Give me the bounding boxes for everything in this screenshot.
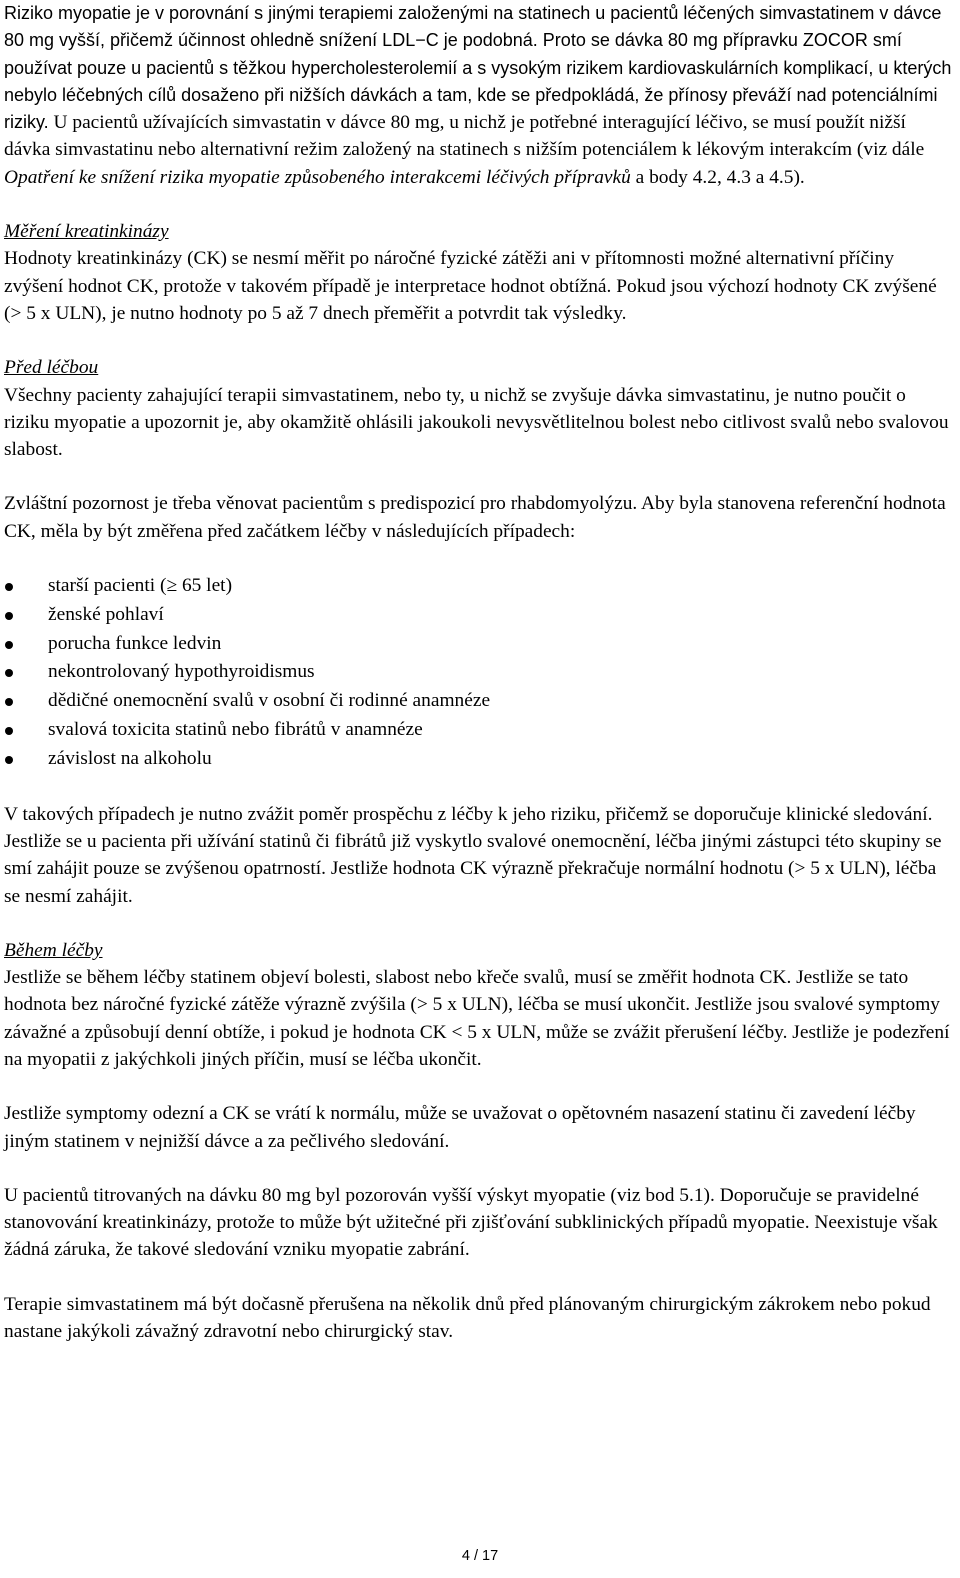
- list-item: závislost na alkoholu: [4, 745, 954, 774]
- page-number: 4 / 17: [461, 1548, 499, 1564]
- spacer: [4, 1155, 954, 1182]
- ck-measure-heading: Měření kreatinkinázy: [4, 221, 169, 243]
- myopathy-risk-paragraph: [4, 0, 954, 191]
- reinitiation-paragraph: Jestliže symptomy odezní a CK se vrátí k normálu, může se uvažovat o opětovném nasazení statinu či zavedení léčby jiným statinem v nejnižší dávce a za pečlivého sledování.: [4, 1103, 916, 1152]
- spacer: [4, 191, 954, 218]
- before-treatment-heading: Před léčbou: [4, 357, 99, 379]
- surgery-paragraph: Terapie simvastatinem má být dočasně přerušena na několik dnů před plánovaným chirurgickým zákrokem nebo pokud nastane jakýkoli závažný zdravotní nebo chirurgický stav.: [4, 1293, 931, 1343]
- list-item: nekontrolovaný hypothyroidismus: [4, 658, 954, 687]
- reference-tail: a body 4.2, 4.3 a 4.5).: [630, 166, 805, 188]
- bullet-icon: [5, 698, 13, 706]
- risk-benefit-paragraph: V takových případech je nutno zvážit poměr prospěchu z léčby k jeho riziku, přičemž se doporučuje klinické sledování. Jestliže se u pacienta při užívání statinů či fibrátů již vyskytlo svalové onemocnění, léčba jinými zástupci této skupiny se smí zahájit pouze se zvýšenou opatrností. Jestliže hodnota CK výrazně překračuje normální hodnotu (> 5 x ULN), léčba se nesmí zahájit.: [4, 803, 942, 907]
- list-item: starší pacienti (≥ 65 let): [4, 572, 954, 601]
- bullet-icon: [5, 612, 13, 620]
- bullet-icon: [5, 641, 13, 649]
- bullet-icon: [5, 669, 13, 677]
- risk-text-sans: Riziko myopatie je v porovnání s jinými terapiemi založenými na statinech u pacientů léčených simvastatinem v dávce 80 mg vyšší, přičemž účinnost ohledně snížení LDL−C je podobná. Proto se dávka 80 mg přípravku ZOCOR smí používat pouze u pacientů s těžkou hypercholesterolemií a s vysokým rizikem kardiovaskulárních komplikací, u kterých nebylo léčebných cílů dosaženo při nižších dávkách a tam, kde se předpokládá, že přínosy převáží nad potenciálními riziky.: [4, 3, 952, 133]
- bullet-icon: [5, 756, 13, 764]
- during-treatment-heading: Během léčby: [4, 939, 103, 961]
- spacer: [4, 910, 954, 937]
- spacer: [4, 545, 954, 572]
- bullet-icon: [5, 583, 13, 591]
- before-treatment-paragraph: Všechny pacienty zahajující terapii simvastatinem, nebo ty, u nichž se zvyšuje dávka simvastatinu, je nutno poučit o riziku myopatie a upozornit je, aby okamžitě ohlásili jakoukoli nevysvětlitelnou bolest nebo citlivost svalů nebo svalovou slabost.: [4, 384, 949, 461]
- titration-paragraph: U pacientů titrovaných na dávku 80 mg byl pozorován vyšší výskyt myopatie (viz bod 5.1). Doporučuje se pravidelné stanovování kreatinkinázy, protože to může být užitečné při zjišťování subklinických případů myopatie. Neexistuje však žádná záruka, že takové sledování vzniku myopatie zabrání.: [4, 1184, 938, 1261]
- interaction-reference: Opatření ke snížení rizika myopatie způsobeného interakcemi léčivých přípravků: [4, 166, 631, 188]
- ck-measure-paragraph: Hodnoty kreatinkinázy (CK) se nesmí měřit po náročné fyzické zátěži ani v přítomnosti možné alternativní příčiny zvýšení hodnot CK, protože v takovém případě je interpretace hodnot obtížná. Pokud jsou výchozí hodnoty CK zvýšené (> 5 x ULN), je nutno hodnoty po 5 až 7 dnech přeměřit a potvrdit tak výsledky.: [4, 248, 937, 324]
- spacer: [4, 1264, 954, 1291]
- spacer: [4, 1073, 954, 1100]
- special-attention-paragraph: Zvláštní pozornost je třeba věnovat pacientům s predispozicí pro rhabdomyolýzu. Aby byla stanovena referenční hodnota CK, měla by být změřena před začátkem léčby v následujících případech:: [4, 493, 946, 542]
- spacer: [4, 774, 954, 801]
- risk-text-serif: U pacientů užívajících simvastatin v dávce 80 mg, u nichž je potřebné interagující léčivo, se musí použít nižší dávka simvastatinu nebo alternativní režim založený na statinech s nižším potenciálem k lékovým interakcím (viz dále: [4, 112, 925, 161]
- risk-factor-list: [4, 572, 954, 774]
- list-item: porucha funkce ledvin: [4, 630, 954, 659]
- list-item: dědičné onemocnění svalů v osobní či rodinné anamnéze: [4, 687, 954, 716]
- spacer: [4, 463, 954, 490]
- during-treatment-paragraph: Jestliže se během léčby statinem objeví bolesti, slabost nebo křeče svalů, musí se změřit hodnota CK. Jestliže se tato hodnota bez náročné fyzické zátěže výrazně zvýšila (> 5 x ULN), léčba se musí ukončit. Jestliže jsou svalové symptomy závažné a způsobují denní obtíže, i pokud je hodnota CK < 5 x ULN, může se zvážit přerušení léčby. Jestliže je podezření na myopatii z jakýchkoli jiných příčin, musí se léčba ukončit.: [4, 967, 950, 1070]
- list-item: svalová toxicita statinů nebo fibrátů v anamnéze: [4, 716, 954, 745]
- bullet-icon: [5, 727, 13, 735]
- document-page: [4, 0, 954, 1345]
- spacer: [4, 327, 954, 354]
- list-item: ženské pohlaví: [4, 601, 954, 630]
